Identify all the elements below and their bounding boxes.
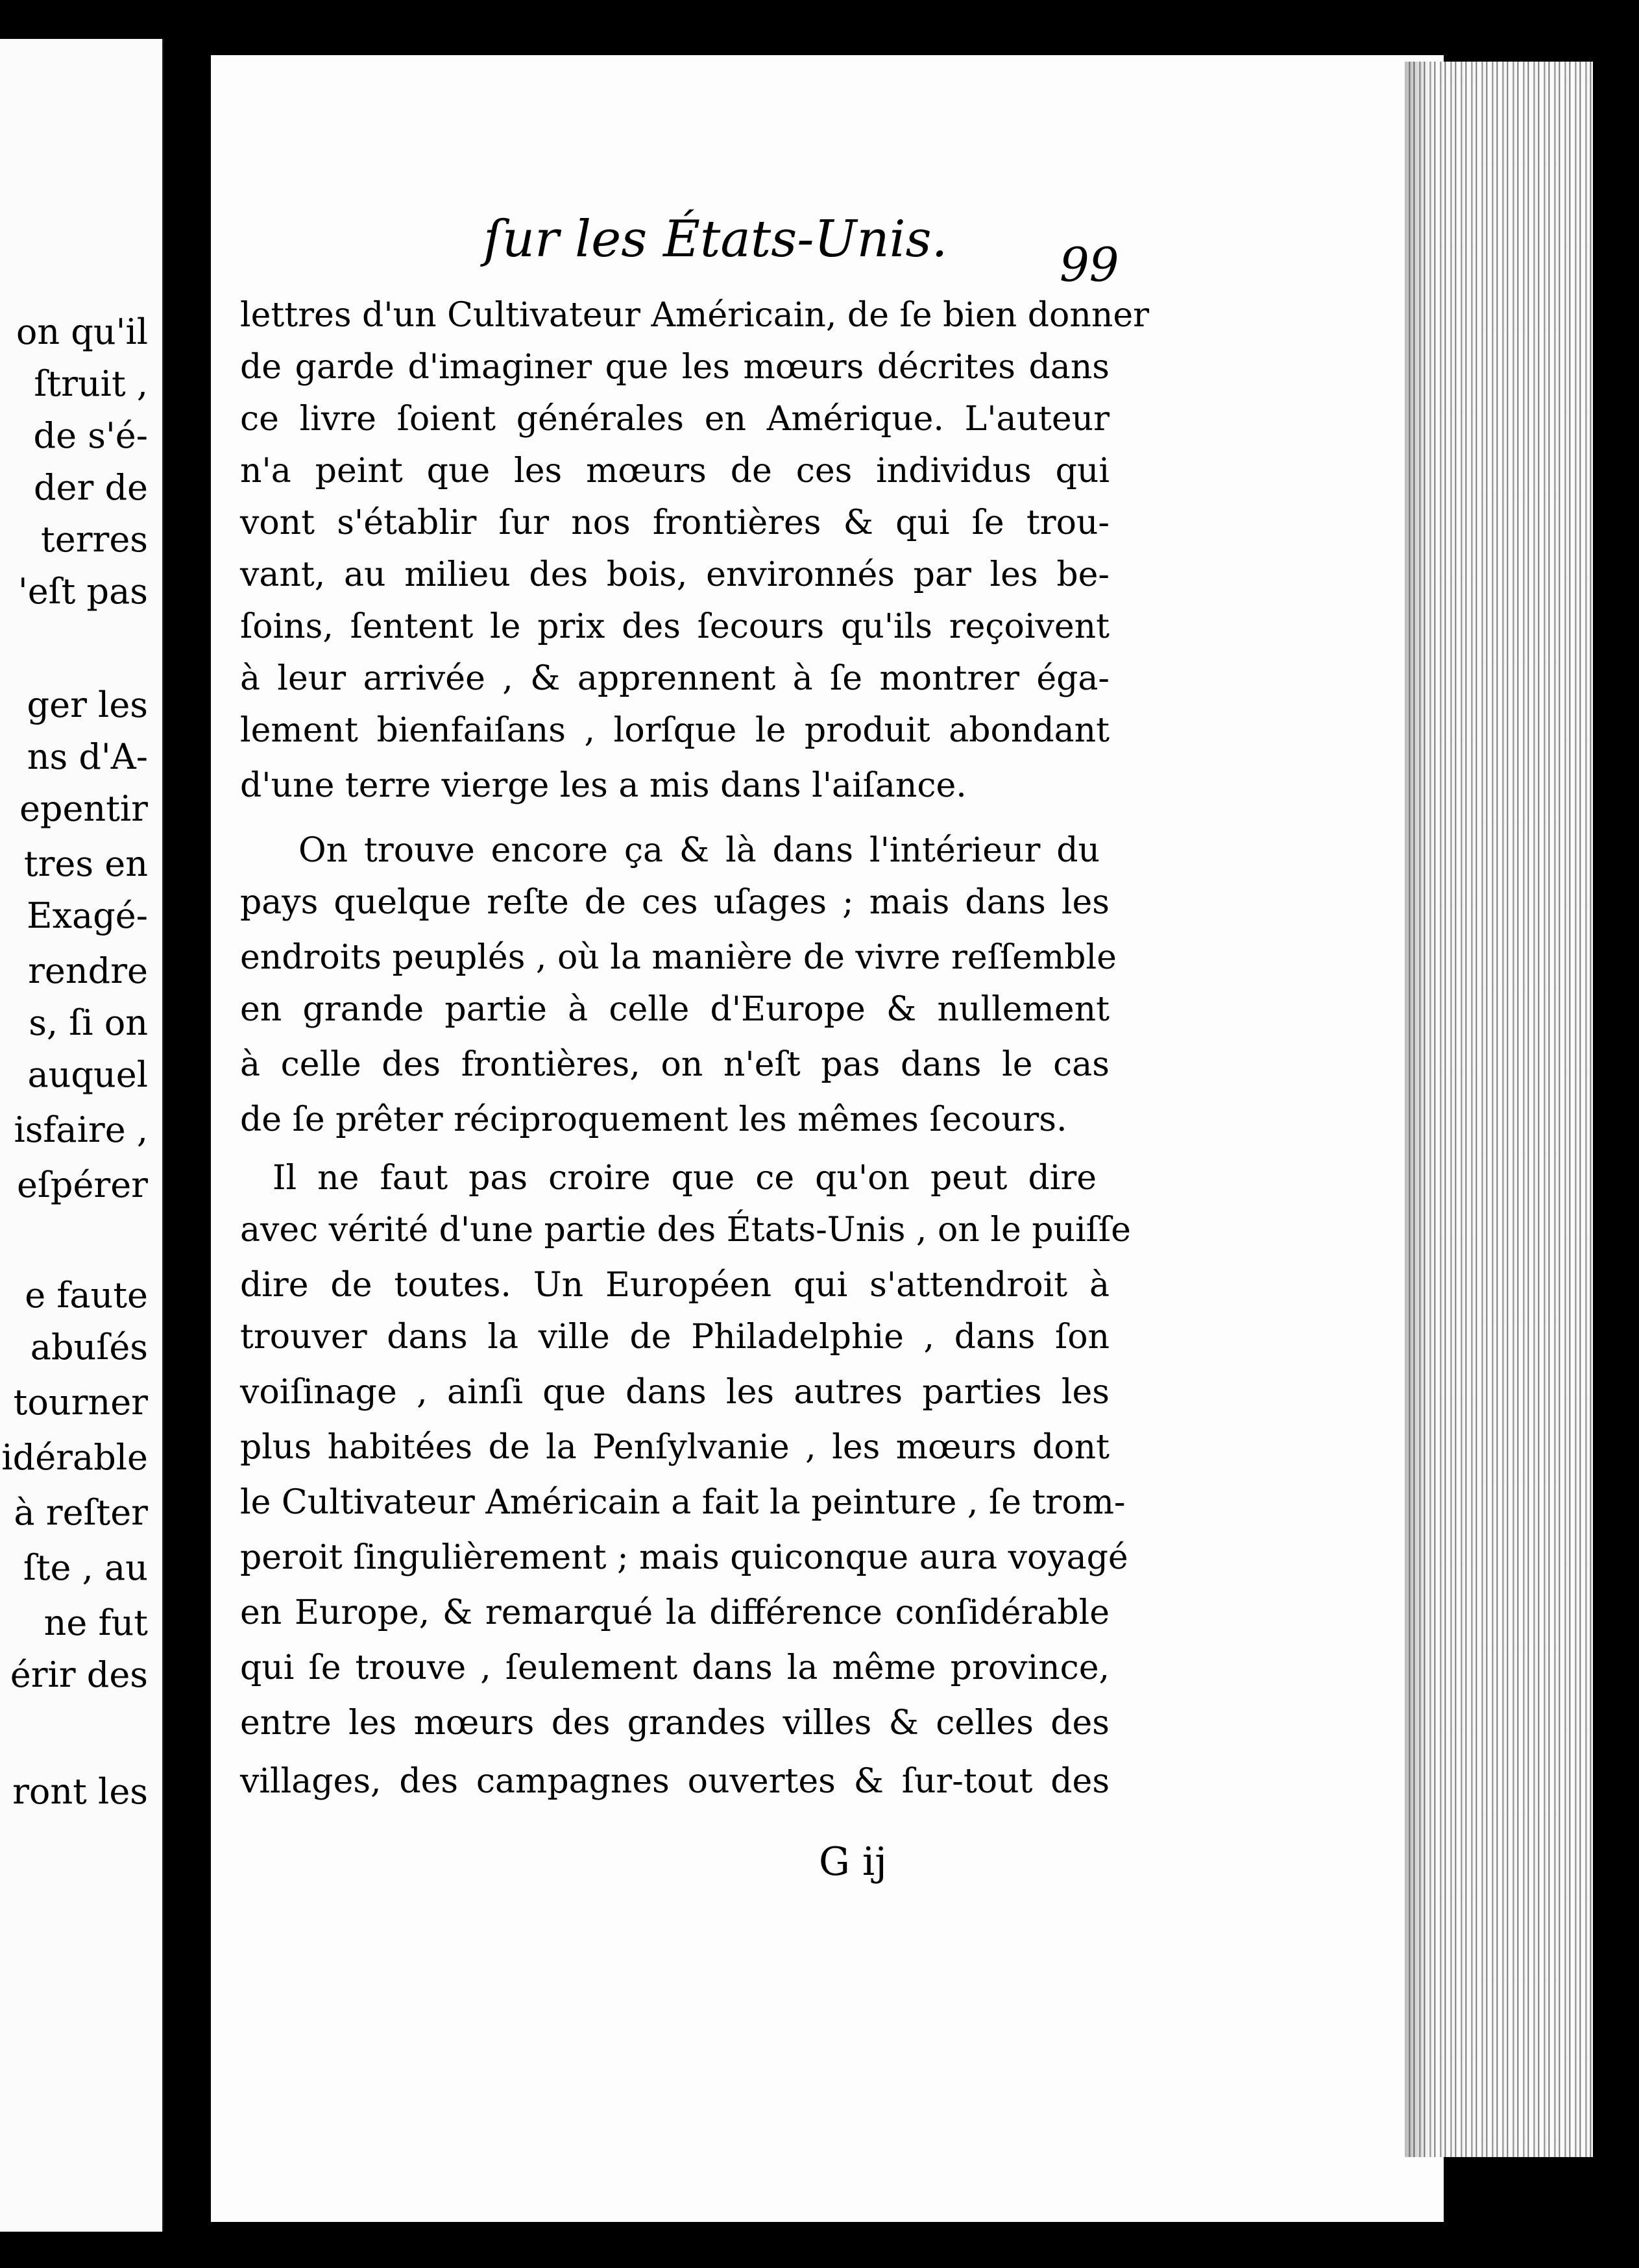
left-line: 'eſt pas: [18, 571, 148, 612]
left-line: ne fut: [43, 1602, 148, 1643]
left-line: e faute: [25, 1275, 148, 1316]
text-line: le Cultivateur Américain a fait la peinture , ſe trom-: [240, 1483, 1126, 1522]
left-line: epentir: [19, 788, 148, 829]
text-line: qui ſe trouve , ſeulement dans la même province,: [240, 1648, 1110, 1687]
text-line: villages, des campagnes ouvertes & ſur-tout des: [240, 1762, 1110, 1801]
running-head: ſur les États-Unis.: [483, 210, 948, 269]
text-line: ce livre ſoient générales en Amérique. L'auteur: [240, 400, 1110, 439]
left-line: ſte , au: [23, 1547, 148, 1588]
page-edge-shadow: [1405, 62, 1431, 2157]
left-line: ront les: [12, 1771, 148, 1812]
left-line: idérable: [1, 1437, 148, 1478]
text-line: plus habitées de la Penſylvanie , les mœurs dont: [240, 1428, 1110, 1467]
text-line: On trouve encore ça & là dans l'intérieur du: [298, 831, 1100, 870]
text-line: n'a peint que les mœurs de ces individus qui: [240, 452, 1110, 490]
text-line: de ſe prêter réciproquement les mêmes ſecours.: [240, 1100, 1067, 1139]
text-line: peroit ſingulièrement ; mais quiconque aura voyagé: [240, 1538, 1128, 1577]
left-facing-page: [0, 39, 164, 2232]
left-line: on qu'il: [16, 311, 148, 352]
left-line: s, ſi on: [29, 1002, 148, 1043]
page-number: 99: [1060, 237, 1119, 292]
text-line: Il ne faut pas croire que ce qu'on peut dire: [273, 1159, 1097, 1198]
signature-mark: G ij: [819, 1839, 887, 1885]
left-line: de s'é-: [33, 415, 148, 456]
left-line: terres: [41, 519, 148, 560]
left-line: abuſés: [30, 1327, 148, 1368]
text-line: à leur arrivée , & apprennent à ſe montrer éga-: [240, 659, 1110, 698]
left-line: rendre: [28, 950, 148, 991]
text-line: endroits peuplés , où la manière de vivre reſſemble: [240, 938, 1117, 977]
left-line: der de: [33, 467, 148, 508]
text-line: ſoins, ſentent le prix des ſecours qu'ils reçoivent: [240, 607, 1110, 646]
left-line: isfaire ,: [14, 1109, 148, 1150]
text-line: avec vérité d'une partie des États-Unis , on le puiſſe: [240, 1211, 1131, 1249]
text-line: voiſinage , ainſi que dans les autres parties les: [240, 1373, 1110, 1412]
left-line: tourner: [13, 1382, 148, 1423]
left-line: ſtruit ,: [34, 363, 148, 404]
left-line: auquel: [27, 1054, 148, 1095]
page-edge: [1405, 62, 1593, 2157]
text-line: entre les mœurs des grandes villes & celles des: [240, 1704, 1110, 1743]
text-line: pays quelque reſte de ces uſages ; mais dans les: [240, 883, 1110, 922]
left-line: eſpérer: [16, 1164, 148, 1205]
text-line: dire de toutes. Un Européen qui s'attendroit à: [240, 1266, 1110, 1305]
left-line: à reſter: [14, 1492, 148, 1533]
left-line: ger les: [27, 684, 148, 725]
left-line: ns d'A-: [27, 736, 148, 777]
text-line: en grande partie à celle d'Europe & nullement: [240, 990, 1110, 1029]
left-line: Exagé-: [27, 895, 148, 936]
text-line: en Europe, & remarqué la différence conſidérable: [240, 1593, 1110, 1632]
left-line: érir des: [10, 1654, 148, 1695]
text-line: trouver dans la ville de Philadelphie , dans ſon: [240, 1318, 1110, 1357]
text-line: lement bienfaiſans , lorſque le produit abondant: [240, 711, 1110, 750]
text-line: vant, au milieu des bois, environnés par les be-: [240, 555, 1110, 594]
text-line: d'une terre vierge les a mis dans l'aiſance.: [240, 766, 967, 805]
text-line: lettres d'un Cultivateur Américain, de ſe bien donner: [240, 296, 1149, 335]
left-line: tres en: [23, 843, 148, 884]
text-line: vont s'établir ſur nos frontières & qui ſe trou-: [240, 503, 1110, 542]
text-line: à celle des frontières, on n'eſt pas dans le cas: [240, 1045, 1110, 1084]
text-line: de garde d'imaginer que les mœurs décrites dans: [240, 348, 1110, 387]
